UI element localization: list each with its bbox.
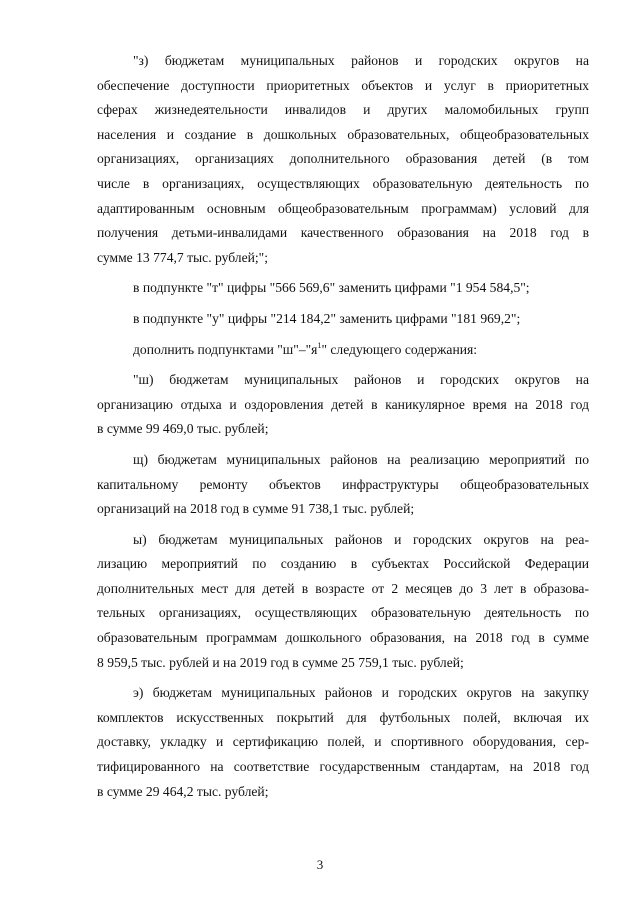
text-line: комплектов искусственных покрытий для футбольных полей, включая их xyxy=(97,709,589,725)
text-line: населения и создание в дошкольных образовательных, общеобразовательных xyxy=(97,126,589,142)
paragraph-z xyxy=(97,49,589,270)
text-line: щ) бюджетам муниципальных районов на реализацию мероприятий по xyxy=(133,451,589,467)
paragraph-supplement xyxy=(97,338,589,363)
text-line: сферах жизнедеятельности инвалидов и других маломобильных групп xyxy=(97,102,589,118)
paragraph-shch xyxy=(97,448,589,522)
page-number: 3 xyxy=(316,857,324,872)
superscript: 1 xyxy=(317,340,322,350)
text-line: дополнительных мест для детей в возрасте от 2 месяцев до 3 лет в образова- xyxy=(97,580,589,596)
paragraph-subitem-u xyxy=(97,307,589,332)
text-line: в подпункте "у" цифры "214 184,2" заменить цифрами "181 969,2"; xyxy=(133,310,521,326)
text-line: получения детьми-инвалидами качественного образования на 2018 год в xyxy=(97,225,589,241)
text-line: тельных организациях, осуществляющих образовательную деятельность по xyxy=(97,605,589,621)
text-line: образовательным программам дошкольного образования, на 2018 год в сумме xyxy=(97,630,589,646)
text-line: "ш) бюджетам муниципальных районов и городских округов на xyxy=(133,372,589,388)
text-line: 8 959,5 тыс. рублей и на 2019 год в сумме 25 759,1 тыс. рублей; xyxy=(97,654,464,670)
text-line: числе в организациях, осуществляющих образовательную деятельность по xyxy=(97,175,589,191)
document-body xyxy=(97,49,589,804)
paragraph-subitem-t xyxy=(97,276,589,301)
text-line: капитальному ремонту объектов инфраструктуры общеобразовательных xyxy=(97,476,589,492)
text-line: сумме 13 774,7 тыс. рублей;"; xyxy=(97,249,268,265)
text-line: "з) бюджетам муниципальных районов и городских округов на xyxy=(133,53,589,68)
text-line: адаптированным основным общеобразовательным программам) условий для xyxy=(97,200,589,216)
text-line: организаций на 2018 год в сумме 91 738,1 тыс. рублей; xyxy=(97,501,415,517)
text-fragment: дополнить подпунктами "ш"–"я xyxy=(133,341,318,357)
text-line: ы) бюджетам муниципальных районов и городских округов на реа- xyxy=(133,531,589,547)
text-line: организацию отдыха и оздоровления детей в каникулярное время на 2018 год xyxy=(97,396,589,412)
text-line: организациях, организациях дополнительного образования детей (в том xyxy=(97,151,589,167)
text-line: лизацию мероприятий по созданию в субъектах Российской Федерации xyxy=(97,556,589,572)
text-line: э) бюджетам муниципальных районов и городских округов на закупку xyxy=(133,685,589,701)
text-fragment: " следующего содержания: xyxy=(321,341,478,357)
text-line: в подпункте "т" цифры "566 569,6" заменить цифрами "1 954 584,5"; xyxy=(133,280,530,296)
paragraph-e xyxy=(97,681,589,804)
text-line: в сумме 99 469,0 тыс. рублей; xyxy=(97,421,269,437)
text-line: в сумме 29 464,2 тыс. рублей; xyxy=(97,783,269,799)
paragraph-y xyxy=(97,528,589,676)
text-line: обеспечение доступности приоритетных объектов и услуг в приоритетных xyxy=(97,77,589,93)
text-line: доставку, укладку и сертификацию полей, и спортивного оборудования, сер- xyxy=(97,734,589,750)
paragraph-sh xyxy=(97,368,589,442)
text-line xyxy=(97,338,589,363)
text-line: тифицированного на соответствие государственным стандартам, на 2018 год xyxy=(97,759,589,775)
